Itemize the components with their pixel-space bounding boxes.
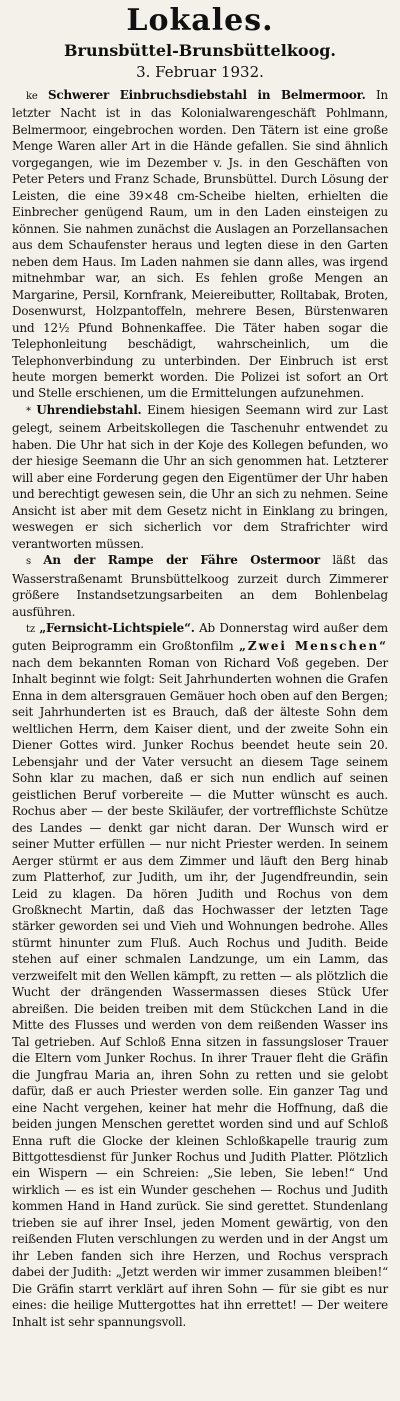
article-watch-theft xyxy=(12,402,388,552)
article-burglary xyxy=(12,87,388,402)
article-marker: ke xyxy=(26,91,38,102)
article-marker: s xyxy=(26,556,31,568)
article-marker: tz xyxy=(26,624,35,635)
article-title: An der Rampe der Fähre Ostermoor xyxy=(43,553,321,568)
section-title: Lokales. xyxy=(126,3,274,38)
article-cinema xyxy=(12,620,388,1330)
article-marker: * xyxy=(26,405,31,417)
film-title: „Zwei Menschen“ xyxy=(239,639,388,654)
dateline: 3. Februar 1932. xyxy=(136,63,264,81)
article-body: In letzter Nacht ist in das Kolonialwarengeschäft Pohlmann, Belmermoor, eingebrochen worden. Den Tätern ist eine große Menge Waren aller Art in die Hände gefallen. Sie sind ähnlich vorgegangen, wie im Dezember v. Js. in den Geschäften von Peter Peters und Franz Schade, Brunsbüttel. Durch Lösung der Leisten, die eine 39×48 cm-Scheibe hielten, erhielten die Einbrecher genügend Raum, um in den Laden einsteigen zu können. Sie nahmen zunächst die Auslagen an Porzellansachen aus dem Schaufenster heraus und legten diese in den Garten neben dem Haus. Im Laden nahmen sie dann alles, was irgend mitnehmbar war, an sich. Es fehlen große Mengen an Margarine, Persil, Kornfrank, Meiereibutter, Rolltabak, Broten, Dosenwurst, Holzpantoffeln, mehrere Besen, Bürstenwaren und 12½ Pfund Bohnenkaffee. Die Täter haben sogar die Telephonleitung beschädigt, wahrscheinlich, um die Telephonverbindung zu unterbinden. Der Einbruch ist erst heute morgen bemerkt worden. Die Polizei ist sofort an Ort und Stelle erschienen, um die Ermittelungen aufzunehmen. xyxy=(12,88,388,401)
article-body: Einem hiesigen Seemann wird zur Last gelegt, seinem Arbeitskollegen die Taschenuhr entwendet zu haben. Die Uhr hat sich in der Koje des Kollegen befunden, wo der hiesige Seemann die Uhr an sich genommen hat. Letzterer will aber eine Forderung gegen den Eigentümer der Uhr haben und berechtigt gewesen sein, die Uhr an sich zu nehmen. Seine Ansicht ist aber mit dem Gesetz nicht in Einklang zu bringen, weswegen er sich sicherlich vor dem Strafrichter wird verantworten müssen. xyxy=(12,402,388,551)
article-ferry-ramp xyxy=(12,552,388,620)
article-body-intro: Ab Donnerstag wird außer dem guten Beiprogramm ein Großtonfilm xyxy=(12,621,388,654)
article-title: „Fernsicht-Lichtspiele“. xyxy=(39,621,195,635)
article-title: Uhrendiebstahl. xyxy=(36,402,142,417)
location-heading: Brunsbüttel-Brunsbüttelkoog. xyxy=(64,41,336,60)
article-title: Schwerer Einbruchsdiebstahl in Belmermoor. xyxy=(47,88,366,102)
article-body: läßt das Wasserstraßenamt Brunsbüttelkoog zurzeit durch Zimmerer größere Instandsetzungsarbeiten an dem Bohlenbelag ausführen. xyxy=(12,553,388,619)
article-body: nach dem bekannten Roman von Richard Voß gegeben. Der Inhalt beginnt wie folgt: Seit Jahrhunderten wohnen die Grafen Enna in dem altersgrauen Gemäuer hoch oben auf den Bergen; seit Jahrhunderten ist es Brauch, daß der älteste Sohn dem weltlichen Herrn, dem Kaiser dient, und der zweite Sohn ein Diener Gottes wird. Junker Rochus beendet heute sein 20. Lebensjahr und der Vater versucht an diesem Tage seinem Sohn klar zu machen, daß er sich nun endlich auf seinen geistlichen Beruf vorbereite — die Mutter wünscht es auch. Rochus aber — der beste Skiläufer, der vortrefflichste Schütze des Landes — denkt gar nicht daran. Der Wunsch wird er seiner Mutter erfüllen — nur nicht Priester werden. In seinem Aerger stürmt er aus dem Zimmer und läuft den Berg hinab zum Platterhof, zur Judith, um ihr, der Jugendfreundin, sein Leid zu klagen. Da hören Judith und Rochus von dem Großknecht Martin, daß das Hochwasser der letzten Tage stärker geworden sei und Vieh und Wohnungen bedrohe. Alles stürmt hinunter zum Fluß. Auch Rochus und Judith. Beide stehen auf einer schmalen Landzunge, um ein Lamm, das verzweifelt mit den Wellen kämpft, zu retten — als plötzlich die Wucht der drängenden Wassermassen dieses Stück Ufer abreißen. Die beiden treiben mit dem Stückchen Land in die Mitte des Flusses und werden von dem reißenden Wasser ins Tal getrieben. Auf Schloß Enna sitzen in fassungsloser Trauer die Eltern vom Junker Rochus. In ihrer Trauer fleht die Gräfin die Jungfrau Maria an, ihren Sohn zu retten und sie gelobt dafür, daß er auch Priester werden solle. Ein ganzer Tag und eine Nacht vergehen, keiner hat mehr die Hoffnung, daß die beiden jungen Menschen gerettet worden sind und auf Schloß Enna ruft die Glocke der kleinen Schloßkapelle traurig zum Bittgottesdienst für Junker Rochus und Judith Platter. Plötzlich ein Wispern — ein Schreien: „Sie leben, Sie leben!“ Und wirklich — es ist ein Wunder geschehen — Rochus und Judith kommen Hand in Hand zurück. Sie sind gerettet. Stundenlang trieben sie auf ihrer Insel, jeden Moment gewärtig, von den reißenden Fluten verschlungen zu werden und in der Angst um ihr Leben fanden sich ihre Herzen, und Rochus versprach dabei der Judith: „Jetzt werden wir immer zusammen bleiben!“ Die Gräfin starrt verklärt auf ihren Sohn — für sie gibt es nur eines: die heilige Muttergottes hat ihn errettet! — Der weitere Inhalt ist sehr spannungsvoll. xyxy=(12,655,388,1329)
